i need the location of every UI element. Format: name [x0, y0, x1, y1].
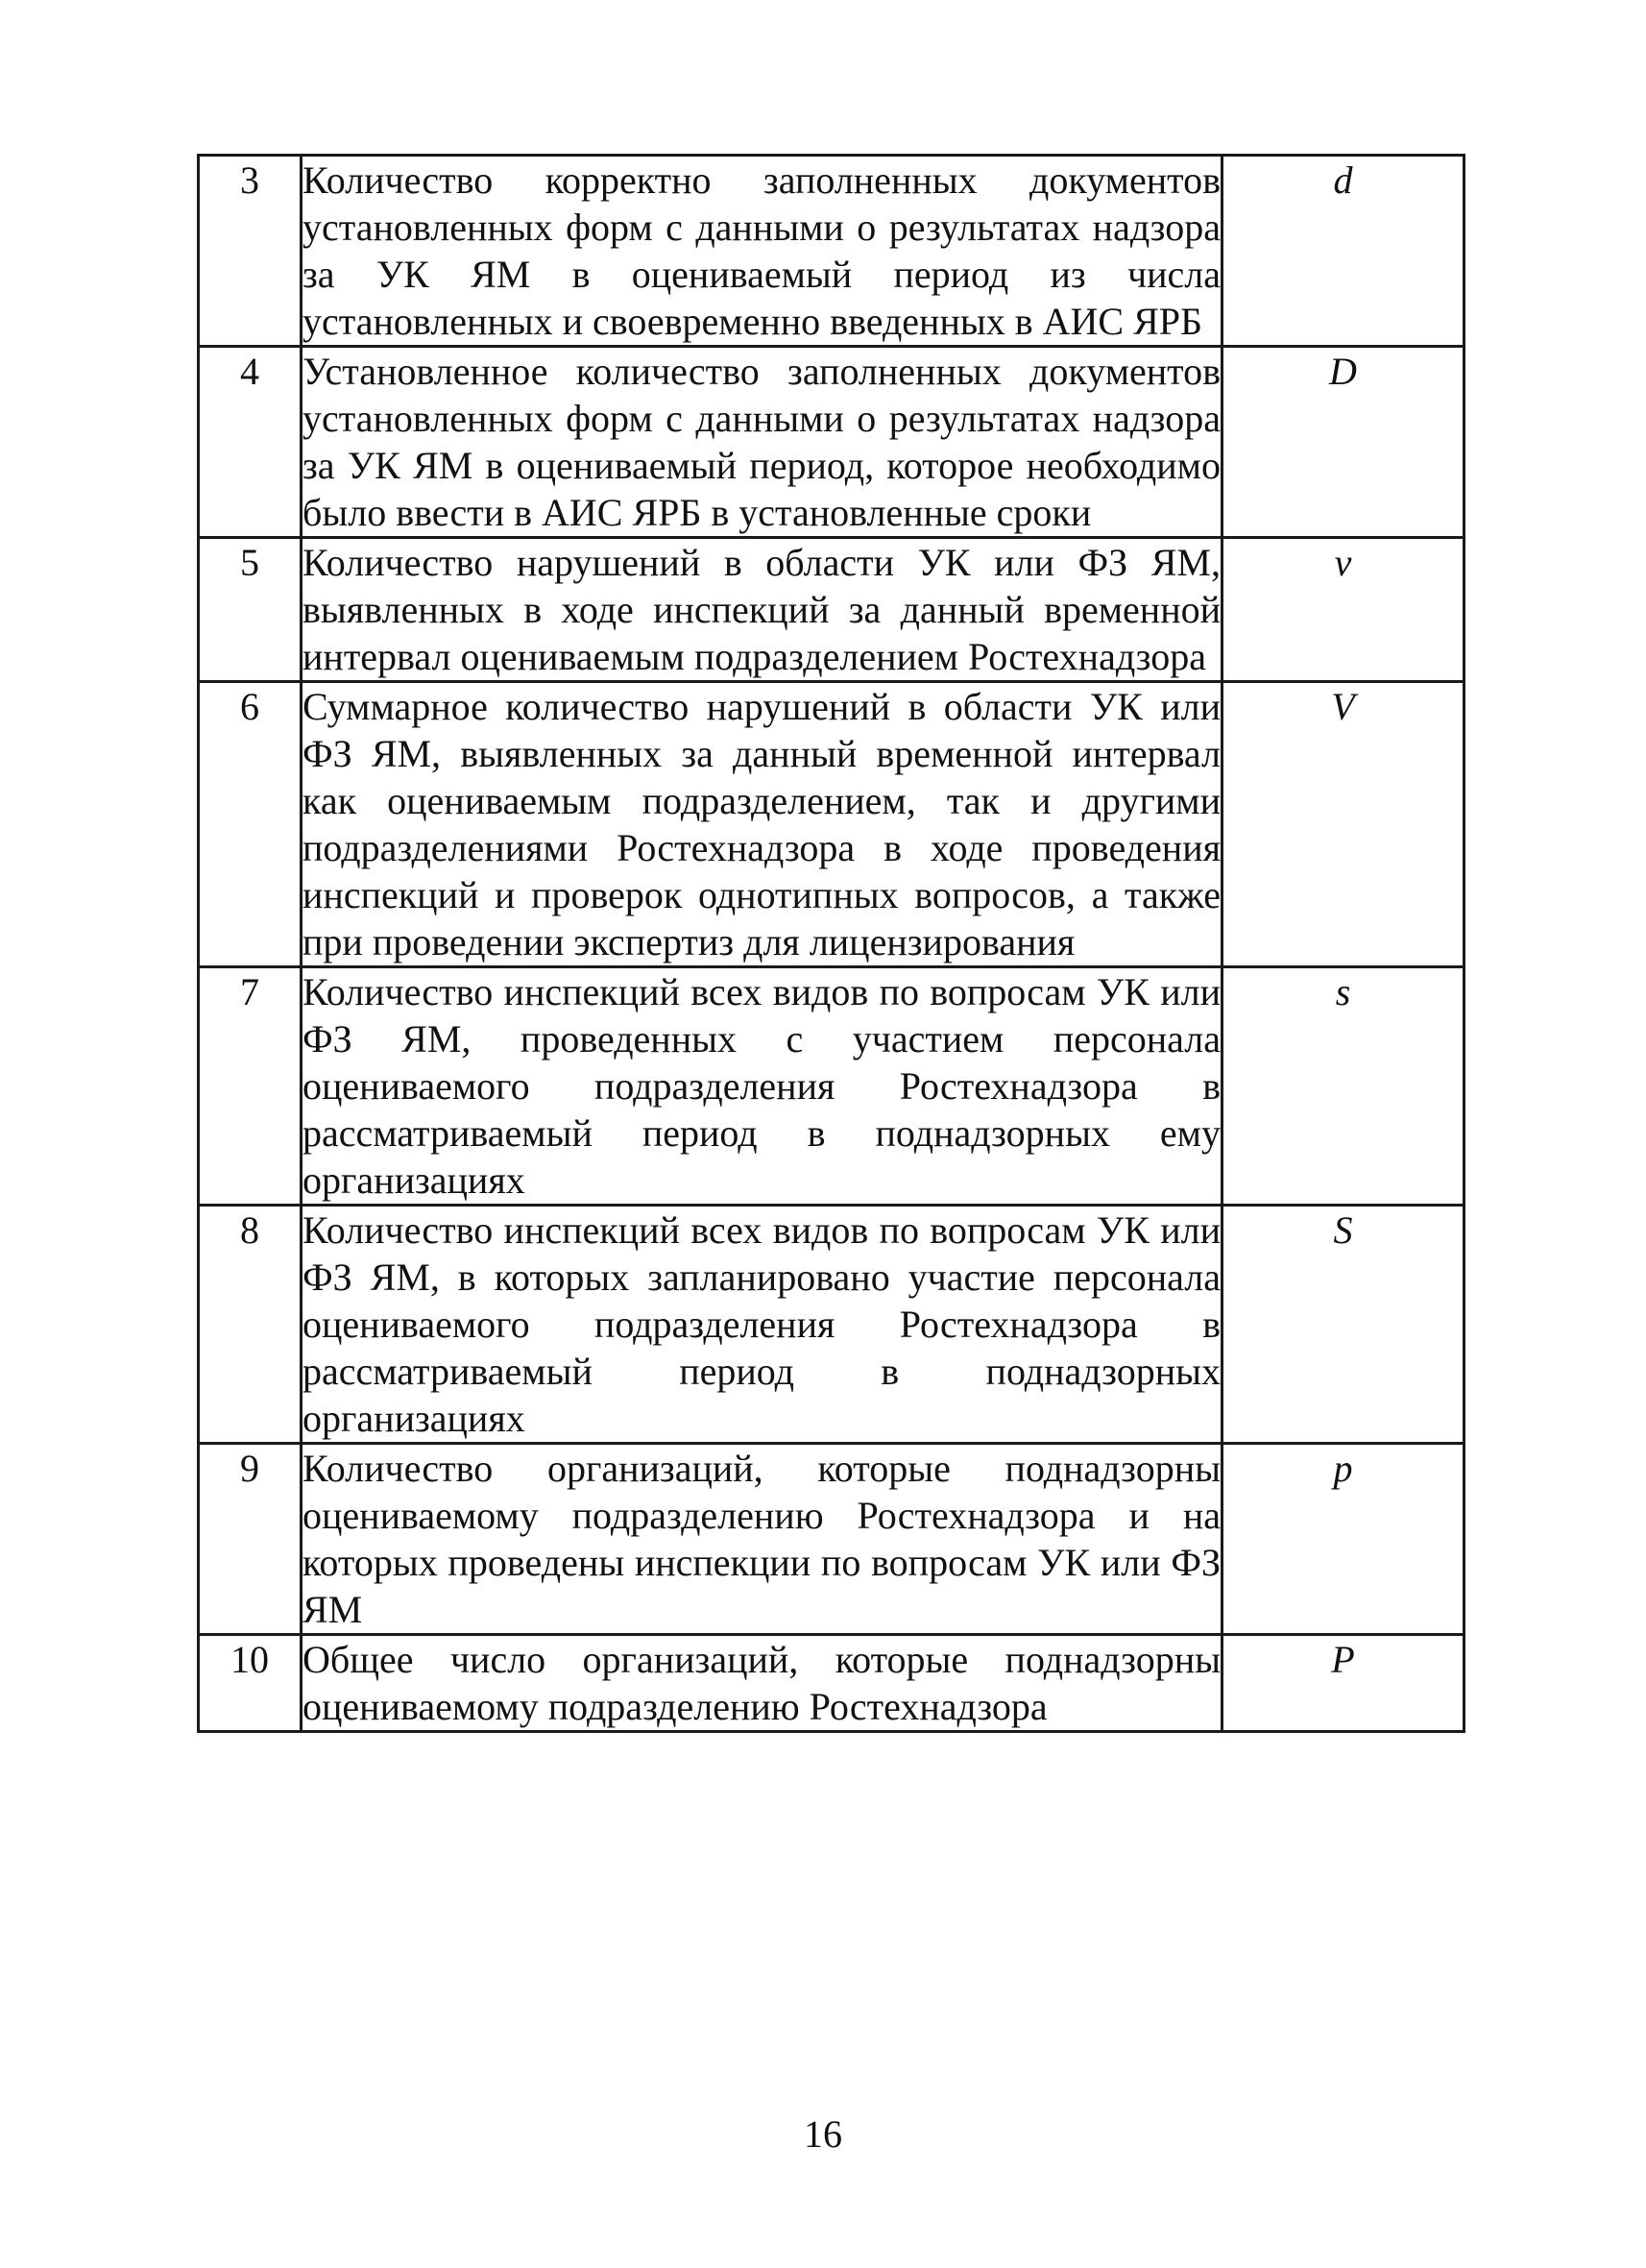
row-symbol: P — [1222, 1635, 1464, 1732]
row-number: 3 — [199, 156, 302, 347]
page-number: 16 — [804, 2112, 842, 2156]
table-row — [199, 1635, 1464, 1732]
table-row — [199, 347, 1464, 538]
row-description: Общее число организаций, которые поднадзорны оцениваемому подразделению Ростехнадзора — [302, 1635, 1222, 1732]
table-row — [199, 682, 1464, 967]
row-description: Количество инспекций всех видов по вопросам УК или ФЗ ЯМ, в которых запланировано участие персонала оцениваемого подразделения Ростехнадзора в рассматриваемый период в поднадзорных организациях — [302, 1206, 1222, 1444]
table-row — [199, 156, 1464, 347]
row-description: Установленное количество заполненных документов установленных форм с данными о результатах надзора за УК ЯМ в оцениваемый период, которое необходимо было ввести в АИС ЯРБ в установленные сроки — [302, 347, 1222, 538]
row-description: Количество организаций, которые поднадзорны оцениваемому подразделению Ростехнадзора и на которых проведены инспекции по вопросам УК или ФЗ ЯМ — [302, 1444, 1222, 1635]
row-number: 9 — [199, 1444, 302, 1635]
row-number: 4 — [199, 347, 302, 538]
row-symbol: s — [1222, 967, 1464, 1206]
indicators-table — [197, 154, 1465, 1733]
row-symbol: v — [1222, 538, 1464, 682]
row-symbol: d — [1222, 156, 1464, 347]
row-symbol: p — [1222, 1444, 1464, 1635]
row-symbol: D — [1222, 347, 1464, 538]
row-description: Суммарное количество нарушений в области УК или ФЗ ЯМ, выявленных за данный временной интервал как оцениваемым подразделением, так и другими подразделениями Ростехнадзора в ходе проведения инспекций и проверок однотипных вопросов, а также при проведении экспертиз для лицензирования — [302, 682, 1222, 967]
table-row — [199, 1444, 1464, 1635]
indicators-table-body — [199, 156, 1464, 1732]
row-number: 8 — [199, 1206, 302, 1444]
row-description: Количество инспекций всех видов по вопросам УК или ФЗ ЯМ, проведенных с участием персонала оцениваемого подразделения Ростехнадзора в рассматриваемый период в поднадзорных ему организациях — [302, 967, 1222, 1206]
row-description: Количество нарушений в области УК или ФЗ ЯМ, выявленных в ходе инспекций за данный временной интервал оцениваемым подразделением Ростехнадзора — [302, 538, 1222, 682]
row-description: Количество корректно заполненных документов установленных форм с данными о результатах надзора за УК ЯМ в оцениваемый период из числа установленных и своевременно введенных в АИС ЯРБ — [302, 156, 1222, 347]
row-symbol: S — [1222, 1206, 1464, 1444]
row-symbol: V — [1222, 682, 1464, 967]
table-row — [199, 538, 1464, 682]
row-number: 6 — [199, 682, 302, 967]
row-number: 5 — [199, 538, 302, 682]
row-number: 10 — [199, 1635, 302, 1732]
table-row — [199, 1206, 1464, 1444]
row-number: 7 — [199, 967, 302, 1206]
table-row — [199, 967, 1464, 1206]
